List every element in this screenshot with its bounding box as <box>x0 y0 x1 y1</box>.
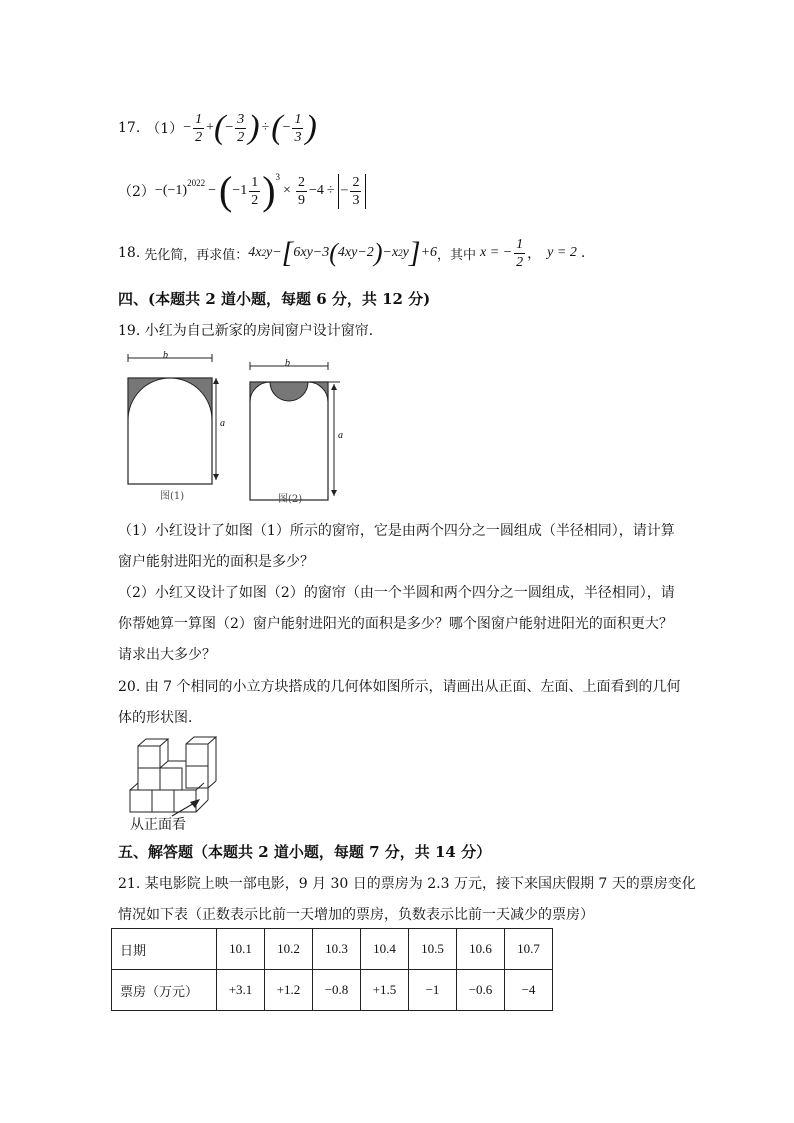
section-5-title: 五、解答题（本题共 2 道小题，每题 7 分，共 14 分） <box>118 843 492 861</box>
q20-line2: 体的形状图． <box>118 710 202 726</box>
table-cell-change: +3.1 <box>217 970 265 1011</box>
q19-part2-line2: 你帮她算一算图（2）窗户能射进阳光的面积是多少？哪个图窗户能射进阳光的面积更大？ <box>118 616 673 632</box>
figure-1-label-b: b <box>163 350 168 361</box>
q18-text-a: 先化简，再求值： <box>144 247 249 263</box>
table-cell-change: +1.5 <box>361 970 409 1011</box>
q17-part2-expr: − (−1) $^{2022}$ − ( −1 $\frac{1}{2}$ ) $^3$ × $\frac{2}{9}$ −4 ÷ − $\frac{2}{3}$ <box>155 171 367 211</box>
table-header-box-office: 票房（万元） <box>112 970 217 1011</box>
table-cell-change: −4 <box>505 970 553 1011</box>
q18-x-value: x = − $\frac{1}{2}$ <box>480 236 524 270</box>
box-office-table <box>111 928 553 1011</box>
q18-y-value: y = 2 <box>547 245 577 260</box>
table-row-changes <box>112 970 553 1011</box>
exponent-3: 3 <box>275 172 281 182</box>
cube-figure-caption: 从正面看 <box>130 817 186 833</box>
table-row-dates <box>112 929 553 970</box>
section-4-title: 四、(本题共 2 道小题，每题 6 分，共 12 分) <box>118 290 431 308</box>
q17-number: 17. <box>118 120 141 136</box>
q18-text-c: ， <box>527 246 542 262</box>
table-cell-date: 10.4 <box>361 929 409 970</box>
q18-text-e: . <box>580 245 586 261</box>
figure-1-label-a: a <box>220 418 225 429</box>
q17-part2-label: （2） <box>118 184 155 200</box>
table-cell-change: +1.2 <box>265 970 313 1011</box>
q19-part2-line1: （2）小红又设计了如图（2）的窗帘（由一个半圆和两个四分之一圆组成，半径相同），请 <box>118 585 675 601</box>
table-cell-date: 10.2 <box>265 929 313 970</box>
q17-part1 <box>118 107 317 149</box>
q19-part2-line3: 请求出大多少？ <box>118 647 216 663</box>
table-cell-change: −0.8 <box>313 970 361 1011</box>
figure-1 <box>120 354 225 504</box>
q17-part1-label: （1） <box>146 121 184 137</box>
q18-text-b: ，其中 <box>437 247 477 263</box>
q21-line1: 21. 某电影院上映一部电影，9 月 30 日的票房为 2.3 万元，接下来国庆假期 7 天的票房变化 <box>118 876 696 892</box>
q18 <box>118 232 585 274</box>
table-cell-date: 10.5 <box>409 929 457 970</box>
q21-line2: 情况如下表（正数表示比前一天增加的票房，负数表示比前一天减少的票房） <box>118 907 594 923</box>
q18-number: 18. <box>118 245 141 261</box>
figure-2-label-a: a <box>338 430 343 441</box>
exponent-2022: 2022 <box>187 178 206 188</box>
table-header-date: 日期 <box>112 929 217 970</box>
figure-2-label-b: b <box>285 358 290 369</box>
table-cell-date: 10.1 <box>217 929 265 970</box>
q17-part2 <box>118 168 366 214</box>
table-cell-date: 10.6 <box>457 929 505 970</box>
table-cell-change: −0.6 <box>457 970 505 1011</box>
q20-line1: 20. 由 7 个相同的小立方块搭成的几何体如图所示，请画出从正面、左面、上面看到的几何 <box>118 679 681 695</box>
figure-2-caption: 图(2) <box>278 494 303 505</box>
table-cell-date: 10.7 <box>505 929 553 970</box>
q19-part1-line1: （1）小红设计了如图（1）所示的窗帘，它是由两个四分之一圆组成（半径相同），请计算 <box>118 523 675 539</box>
figure-1-caption: 图(1) <box>160 491 185 502</box>
q19-intro: 19. 小红为自己新家的房间窗户设计窗帘． <box>118 323 383 339</box>
table-cell-date: 10.3 <box>313 929 361 970</box>
q17-part1-expr: − $\frac{1}{2}$ + ( − $\frac{3}{2}$ ) ÷ ( − $\frac{1}{3}$ ) <box>183 109 317 146</box>
q19-part1-line2: 窗户能射进阳光的面积是多少？ <box>118 554 314 570</box>
q18-expression: 4 x 2 y − [ 6 xy −3 ( 4 xy −2 ) − x 2 y ] +6 <box>248 236 438 269</box>
table-cell-change: −1 <box>409 970 457 1011</box>
